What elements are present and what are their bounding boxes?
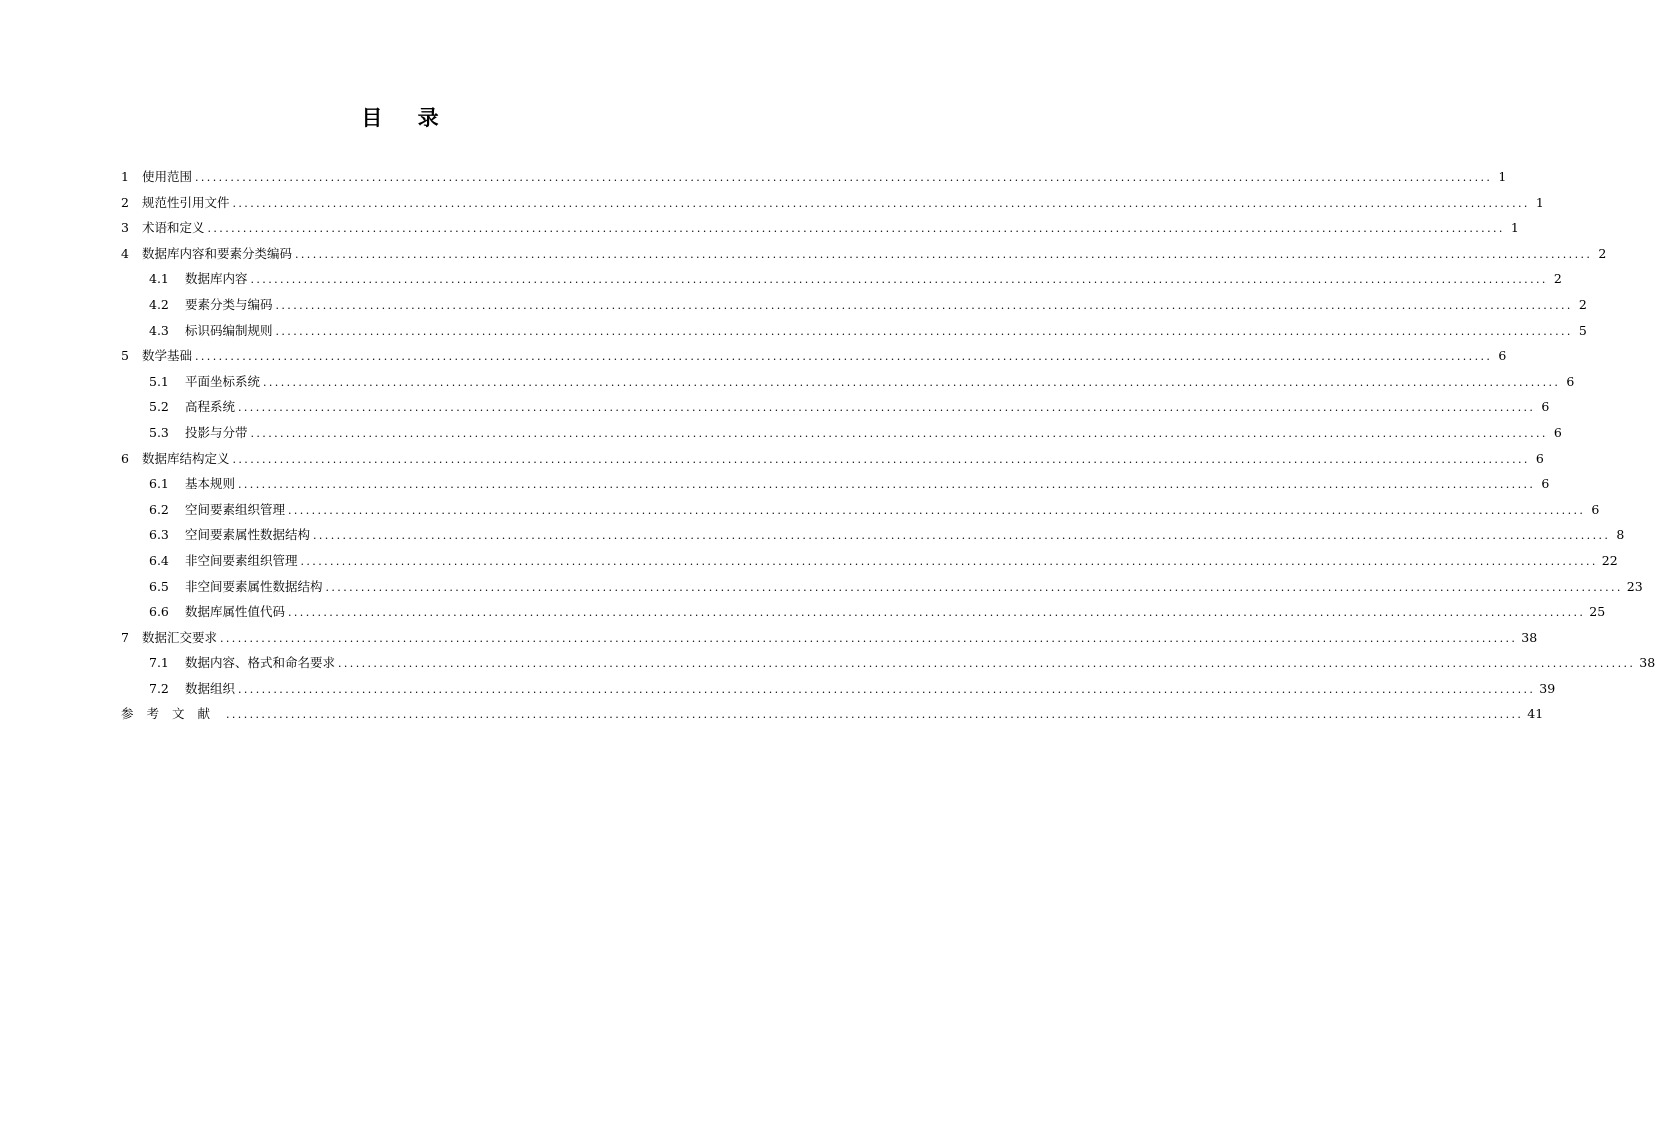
dot-leader: ............................................................................................................................................................................................................................ — [275, 298, 1573, 312]
toc-entry-number: 6.6 — [149, 604, 169, 620]
toc-entry[interactable] — [121, 190, 1544, 216]
dot-leader: ............................................................................................................................................................................................................................ — [288, 606, 1586, 620]
toc-entry-label: 标识码编制规则 — [185, 322, 273, 338]
toc-entry-page: 6 — [1541, 476, 1550, 492]
toc-entry[interactable] — [121, 446, 1544, 472]
toc-entry-number: 5 — [121, 348, 129, 364]
toc-entry-page: 8 — [1616, 527, 1625, 543]
toc-entry-page: 25 — [1589, 604, 1606, 620]
toc-entry[interactable] — [121, 343, 1507, 369]
dot-leader: ............................................................................................................................................................................................................................ — [195, 350, 1493, 364]
toc-entry-page: 1 — [1510, 220, 1519, 236]
toc-entry-page: 38 — [1639, 655, 1655, 671]
toc-entry-number: 2 — [121, 194, 129, 210]
toc-entry-number: 1 — [121, 169, 129, 184]
toc-entry-label: 要素分类与编码 — [185, 296, 273, 312]
dot-leader: ............................................................................................................................................................................................................................ — [232, 196, 1530, 210]
toc-entry-number: 7.1 — [149, 655, 169, 671]
dot-leader: ............................................................................................................................................................................................................................ — [250, 273, 1548, 287]
toc-entry[interactable] — [121, 548, 1618, 574]
toc-entry[interactable] — [121, 599, 1606, 625]
dot-leader: ............................................................................................................................................................................................................................ — [238, 682, 1536, 696]
toc-entry[interactable] — [121, 650, 1655, 676]
toc-entry[interactable] — [121, 420, 1562, 446]
toc-entry-number: 3 — [121, 220, 129, 236]
dot-leader: ............................................................................................................................................................................................................................ — [338, 657, 1636, 671]
toc-entry[interactable] — [121, 215, 1519, 241]
toc-entry-number: 6.3 — [149, 527, 169, 543]
toc-entry-label: 数据组织 — [185, 680, 236, 696]
toc-entry-label: 参考文献 — [121, 706, 224, 722]
dot-leader: ............................................................................................................................................................................................................................ — [238, 478, 1536, 492]
toc-entry[interactable] — [121, 676, 1556, 702]
toc-entry[interactable] — [121, 266, 1562, 292]
toc-entry-number: 5.1 — [149, 373, 169, 389]
toc-entry[interactable] — [121, 164, 1507, 190]
toc-entry[interactable] — [121, 471, 1550, 497]
toc-entry[interactable] — [121, 497, 1600, 523]
dot-leader: ............................................................................................................................................................................................................................ — [288, 503, 1586, 517]
toc-entry-label: 数据库内容 — [185, 271, 248, 287]
toc-entry-page: 6 — [1541, 399, 1550, 415]
toc-entry-number: 4.2 — [149, 296, 169, 312]
toc-entry-page: 22 — [1601, 552, 1618, 568]
toc-entry-number: 4.1 — [149, 271, 169, 287]
toc-entry-label: 空间要素组织管理 — [185, 501, 286, 517]
toc-entry-page: 1 — [1535, 194, 1544, 210]
toc-entry-page: 39 — [1539, 680, 1556, 696]
toc-entry[interactable] — [121, 369, 1575, 395]
toc-entry-number: 5.3 — [149, 424, 169, 440]
toc-entry-label: 投影与分带 — [185, 424, 248, 440]
toc-entry-number: 4 — [121, 245, 129, 261]
toc-title: 目 录 — [361, 105, 453, 130]
dot-leader: ............................................................................................................................................................................................................................ — [313, 529, 1611, 543]
toc-entry-page: 6 — [1498, 348, 1507, 364]
dot-leader: ............................................................................................................................................................................................................................ — [300, 554, 1598, 568]
toc-entry[interactable] — [121, 394, 1550, 420]
toc-entry[interactable] — [121, 522, 1625, 548]
toc-entry-page: 38 — [1521, 629, 1538, 645]
toc-entry-page: 5 — [1578, 322, 1587, 338]
table-of-contents — [121, 164, 1655, 727]
dot-leader: ............................................................................................................................................................................................................................ — [238, 401, 1536, 415]
toc-entry-label: 数据库内容和要素分类编码 — [142, 245, 293, 261]
toc-entry-label: 平面坐标系统 — [185, 373, 261, 389]
toc-entry-label: 数学基础 — [142, 348, 193, 364]
toc-entry[interactable] — [121, 318, 1587, 344]
toc-entry-label: 使用范围 — [142, 169, 193, 184]
toc-entry[interactable] — [121, 625, 1538, 651]
toc-entry-label: 高程系统 — [185, 399, 236, 415]
dot-leader: ............................................................................................................................................................................................................................ — [195, 171, 1493, 184]
toc-entry-number: 6.1 — [149, 476, 169, 492]
toc-entry-number: 6 — [121, 450, 129, 466]
toc-entry-label: 数据库属性值代码 — [185, 604, 286, 620]
toc-entry-page: 6 — [1553, 424, 1562, 440]
toc-entry-label: 空间要素属性数据结构 — [185, 527, 311, 543]
dot-leader: ............................................................................................................................................................................................................................ — [275, 324, 1573, 338]
dot-leader: ............................................................................................................................................................................................................................ — [232, 452, 1530, 466]
dot-leader: ............................................................................................................................................................................................................................ — [207, 222, 1505, 236]
dot-leader: ............................................................................................................................................................................................................................ — [226, 708, 1524, 722]
toc-entry[interactable] — [121, 241, 1607, 267]
toc-entry-page: 6 — [1566, 373, 1575, 389]
toc-entry-label: 数据库结构定义 — [142, 450, 230, 466]
toc-entry[interactable] — [121, 574, 1643, 600]
toc-entry-page: 6 — [1591, 501, 1600, 517]
toc-entry-label: 非空间要素组织管理 — [185, 552, 298, 568]
toc-entry-number: 6.5 — [149, 578, 169, 594]
toc-entry-number: 7.2 — [149, 680, 169, 696]
toc-entry-label: 数据内容、格式和命名要求 — [185, 655, 336, 671]
toc-entry-page: 23 — [1626, 578, 1643, 594]
dot-leader: ............................................................................................................................................................................................................................ — [325, 580, 1623, 594]
dot-leader: ............................................................................................................................................................................................................................ — [263, 375, 1561, 389]
toc-entry-label: 术语和定义 — [142, 220, 205, 236]
toc-entry-page: 1 — [1498, 169, 1507, 184]
toc-entry-number: 4.3 — [149, 322, 169, 338]
toc-entry-page: 2 — [1553, 271, 1562, 287]
dot-leader: ............................................................................................................................................................................................................................ — [220, 631, 1518, 645]
toc-entry-page: 2 — [1578, 296, 1587, 312]
toc-entry-number: 5.2 — [149, 399, 169, 415]
toc-entry-number: 6.4 — [149, 552, 169, 568]
toc-entry-label: 非空间要素属性数据结构 — [185, 578, 323, 594]
toc-entry-page: 2 — [1598, 245, 1607, 261]
toc-entry-label: 基本规则 — [185, 476, 236, 492]
toc-entry-label: 规范性引用文件 — [142, 194, 230, 210]
dot-leader: ............................................................................................................................................................................................................................ — [250, 426, 1548, 440]
dot-leader: ............................................................................................................................................................................................................................ — [295, 247, 1593, 261]
toc-entry-number: 7 — [121, 629, 129, 645]
toc-entry-page: 41 — [1527, 706, 1544, 722]
toc-entry[interactable] — [121, 292, 1587, 318]
toc-entry-label: 数据汇交要求 — [142, 629, 218, 645]
toc-entry-number: 6.2 — [149, 501, 169, 517]
toc-entry-page: 6 — [1535, 450, 1544, 466]
toc-entry[interactable] — [121, 701, 1544, 727]
